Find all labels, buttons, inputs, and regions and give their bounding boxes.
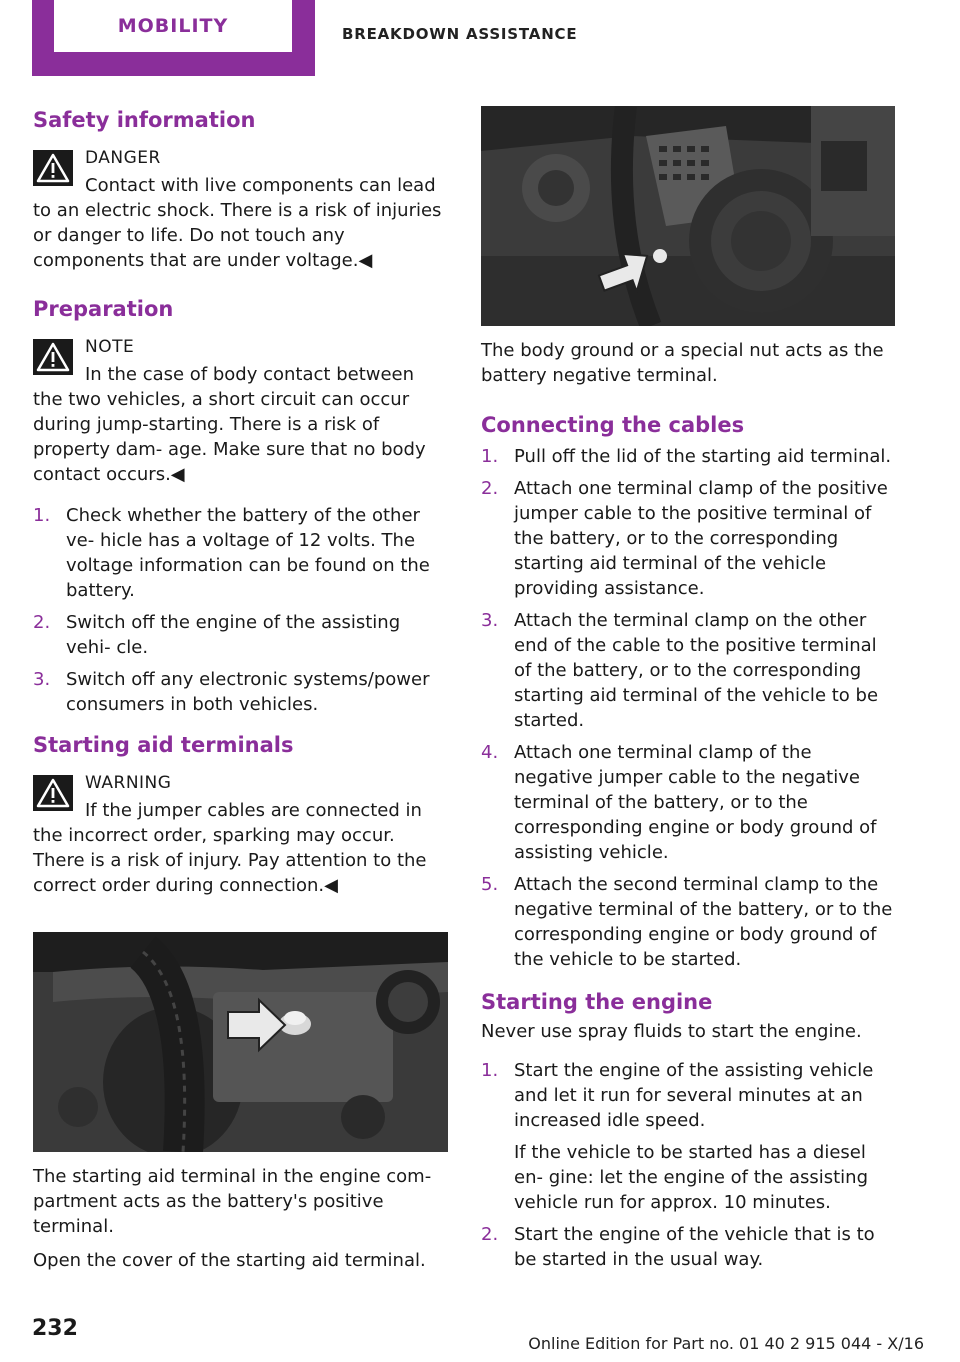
starting-intro: Never use spray fluids to start the engine. bbox=[481, 1021, 862, 1042]
left-column bbox=[33, 106, 445, 1273]
notice-label: DANGER bbox=[85, 148, 161, 168]
right-column bbox=[481, 106, 895, 1279]
terminal-note: Open the cover of the starting aid terminal. bbox=[33, 1250, 426, 1271]
heading-safety: Safety information bbox=[33, 108, 256, 132]
preparation-steps bbox=[33, 503, 445, 717]
heading-starting: Starting the engine bbox=[481, 990, 713, 1014]
terminal-caption: The starting aid terminal in the engine com‐ partment acts as the battery's positive terminal. bbox=[33, 1166, 432, 1237]
ground-caption: The body ground or a special nut acts as the battery negative terminal. bbox=[481, 340, 884, 386]
list-item: 5. Attach the second terminal clamp to the negative terminal of the battery, or to the corresponding engine or body ground of the vehicle to be started. bbox=[481, 874, 893, 970]
note-notice bbox=[33, 335, 445, 487]
list-item: 2. Switch off the engine of the assisting vehi‐ cle. bbox=[33, 612, 401, 658]
list-item: 2. Start the engine of the vehicle that is to be started in the usual way. bbox=[481, 1224, 875, 1270]
danger-notice bbox=[33, 146, 445, 273]
list-item-note: If the vehicle to be started has a diesel en‐ gine: let the engine of the assisting vehicle run for approx. 10 minutes. bbox=[514, 1142, 869, 1213]
notice-label: NOTE bbox=[85, 337, 135, 357]
section-tab bbox=[32, 0, 315, 76]
list-item: 1. Check whether the battery of the other ve‐ hicle has a voltage of 12 volts. The voltage information can be found on the battery. bbox=[33, 505, 430, 601]
notice-text: If the jumper cables are connected in the incorrect order, sparking may occur. There is a risk of injury. Pay attention to the correct order during connection.◀ bbox=[33, 800, 427, 896]
body-ground-photo bbox=[481, 106, 895, 326]
notice-text: In the case of body contact between the two vehicles, a short circuit can occur during jump-starting. There is a risk of property dam‐ age. Make sure that no body contact occurs.◀ bbox=[33, 364, 426, 485]
heading-terminals: Starting aid terminals bbox=[33, 733, 294, 757]
heading-preparation: Preparation bbox=[33, 297, 174, 321]
page-number: 232 bbox=[32, 1316, 78, 1341]
list-item: 3. Switch off any electronic systems/power consumers in both vehicles. bbox=[33, 669, 430, 715]
starting-steps bbox=[481, 1058, 895, 1272]
edition-note: Online Edition for Part no. 01 40 2 915 044 - X/16 bbox=[528, 1334, 924, 1353]
list-item: 2. Attach one terminal clamp of the positive jumper cable to the positive terminal of the battery, or to the corresponding starting aid terminal of the vehicle providing assistance. bbox=[481, 478, 888, 599]
list-item: 3. Attach the terminal clamp on the other end of the cable to the positive terminal of the battery, or to the corresponding starting aid terminal of the vehicle to be started. bbox=[481, 610, 879, 731]
warning-notice bbox=[33, 771, 445, 898]
engine-bay-photo bbox=[33, 932, 448, 1152]
warning-triangle-icon bbox=[33, 150, 73, 186]
warning-triangle-icon bbox=[33, 339, 73, 375]
heading-connecting: Connecting the cables bbox=[481, 413, 745, 437]
warning-triangle-icon bbox=[33, 775, 73, 811]
list-item: 4. Attach one terminal clamp of the negative jumper cable to the negative terminal of the battery, or to the corresponding engine or body ground of assisting vehicle. bbox=[481, 742, 877, 863]
section-tab-label: MOBILITY bbox=[54, 0, 292, 52]
breadcrumb: BREAKDOWN ASSISTANCE bbox=[342, 25, 578, 43]
list-item: 1. Start the engine of the assisting vehicle and let it run for several minutes at an increased idle speed. If the vehicle to be started has a diesel en‐ gine: let the engine of the assisting vehicle run for approx. 10 minutes. bbox=[481, 1058, 895, 1215]
notice-label: WARNING bbox=[85, 773, 172, 793]
connecting-steps bbox=[481, 444, 895, 972]
list-item: 1. Pull off the lid of the starting aid terminal. bbox=[481, 446, 892, 467]
notice-text: Contact with live components can lead to an electric shock. There is a risk of injuries or danger to life. Do not touch any components that are under voltage.◀ bbox=[33, 175, 442, 271]
